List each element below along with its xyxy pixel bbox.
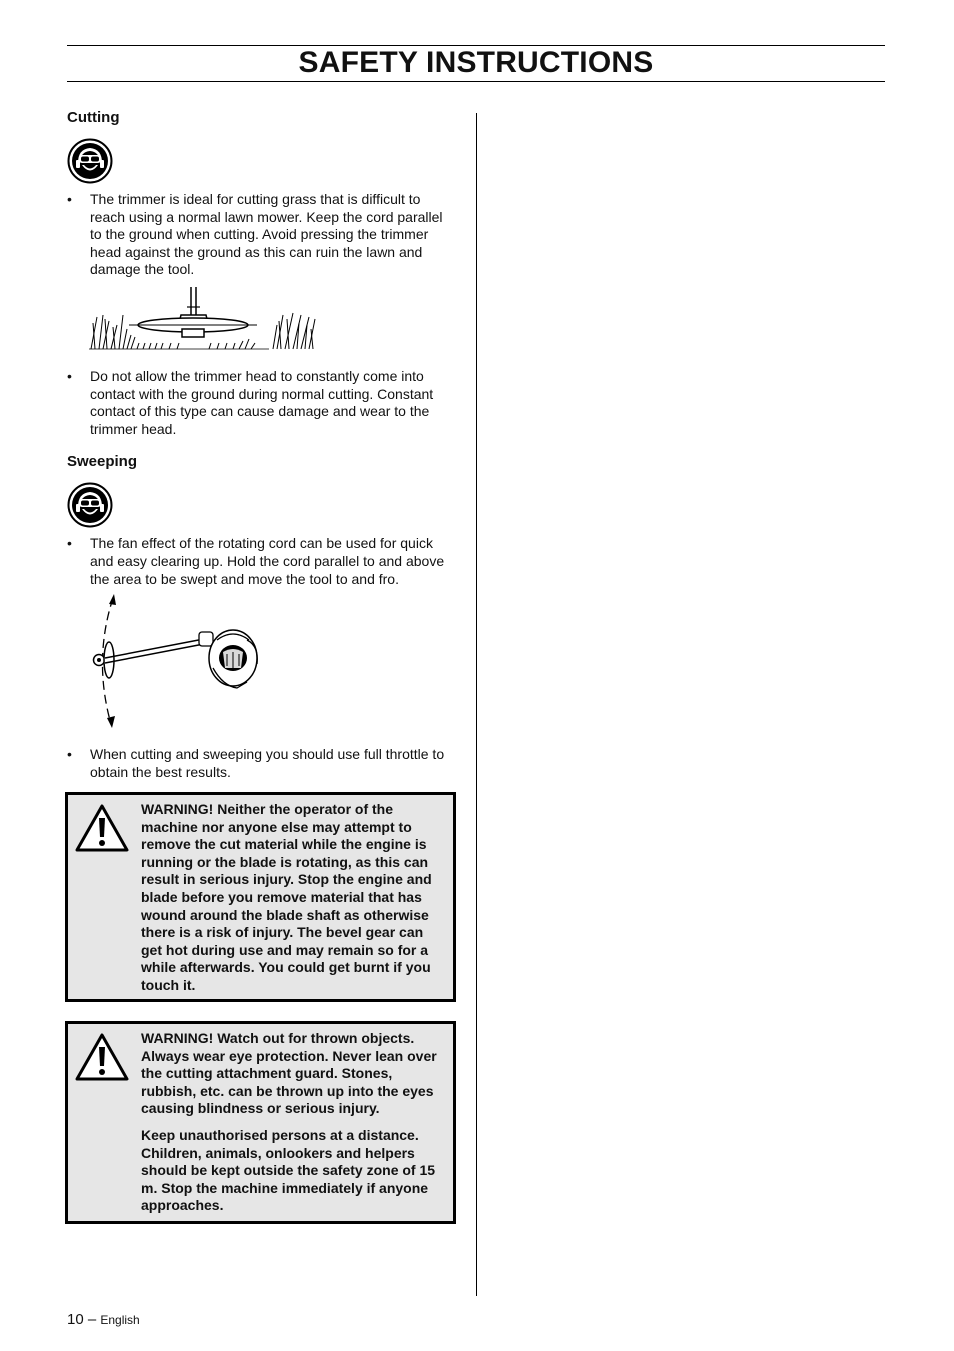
left-column bbox=[67, 108, 457, 781]
footer-language: English bbox=[100, 1313, 140, 1327]
warning-paragraph: WARNING! Watch out for thrown objects. Always wear eye protection. Never lean over the cutting attachment guard. Stones, rubbish, etc. can be thrown up into the eyes causing blindness or serious injury. bbox=[141, 1030, 437, 1117]
title-rule-bottom bbox=[67, 81, 885, 82]
warning-text-2 bbox=[141, 1024, 447, 1215]
bullet-text: When cutting and sweeping you should use full throttle to obtain the best results. bbox=[90, 746, 445, 780]
section-heading-cutting: Cutting bbox=[67, 109, 120, 126]
column-divider bbox=[476, 113, 477, 1296]
warning-text-1 bbox=[141, 795, 447, 995]
warning-triangle-icon bbox=[74, 1032, 130, 1082]
bullet-text: The fan effect of the rotating cord can be used for quick and easy clearing up. Hold the cord parallel to and above the area to be swept and move the tool to and fro. bbox=[90, 535, 445, 587]
warning-box-2 bbox=[65, 1021, 456, 1224]
bullet-symbol: • bbox=[67, 746, 72, 763]
bullet-text: The trimmer is ideal for cutting grass that is difficult to reach using a normal lawn mower. Keep the cord parallel to the ground when cutting. Avoid pressing the trimmer head against the ground as this can ruin the lawn and damage the tool. bbox=[90, 191, 443, 278]
warning-box-1 bbox=[65, 792, 456, 1002]
trimmer-cutting-illustration bbox=[89, 285, 329, 355]
bullet-text: Do not allow the trimmer head to constantly come into contact with the ground during normal cutting. Constant contact of this type can cause damage and wear to the trimmer head. bbox=[90, 367, 434, 437]
cutting-bullet-2 bbox=[67, 368, 457, 438]
sweeping-illustration bbox=[87, 592, 287, 732]
bullet-symbol: • bbox=[67, 191, 72, 207]
warning-paragraph: WARNING! Neither the operator of the machine nor anyone else may attempt to remove the cut material while the engine is running or the blade is rotating, as this can result in serious injury. Stop the engine and blade before you remove material that has wound around the blade shaft as otherwise there is a risk of injury. The bevel gear can get hot during use and may remain so for a while afterwards. You could get burnt if you touch it. bbox=[141, 801, 432, 993]
page-footer bbox=[67, 1311, 140, 1328]
bullet-symbol: • bbox=[67, 535, 72, 552]
warning-paragraph: Keep unauthorised persons at a distance. Children, animals, onlookers and helpers should be kept outside the safety zone of 15 m. Stop the machine immediately if anyone approaches. bbox=[141, 1126, 436, 1214]
page-number: 10 – bbox=[67, 1311, 97, 1328]
cutting-bullet-1 bbox=[67, 191, 457, 279]
face-protection-icon bbox=[67, 138, 113, 184]
section-heading-sweeping: Sweeping bbox=[67, 453, 138, 471]
sweeping-bullet-2 bbox=[67, 746, 457, 781]
sweeping-bullet-1 bbox=[67, 535, 457, 588]
page-title: SAFETY INSTRUCTIONS bbox=[298, 46, 654, 79]
warning-triangle-icon bbox=[74, 803, 130, 853]
bullet-symbol: • bbox=[67, 367, 72, 384]
face-protection-icon bbox=[67, 482, 113, 528]
